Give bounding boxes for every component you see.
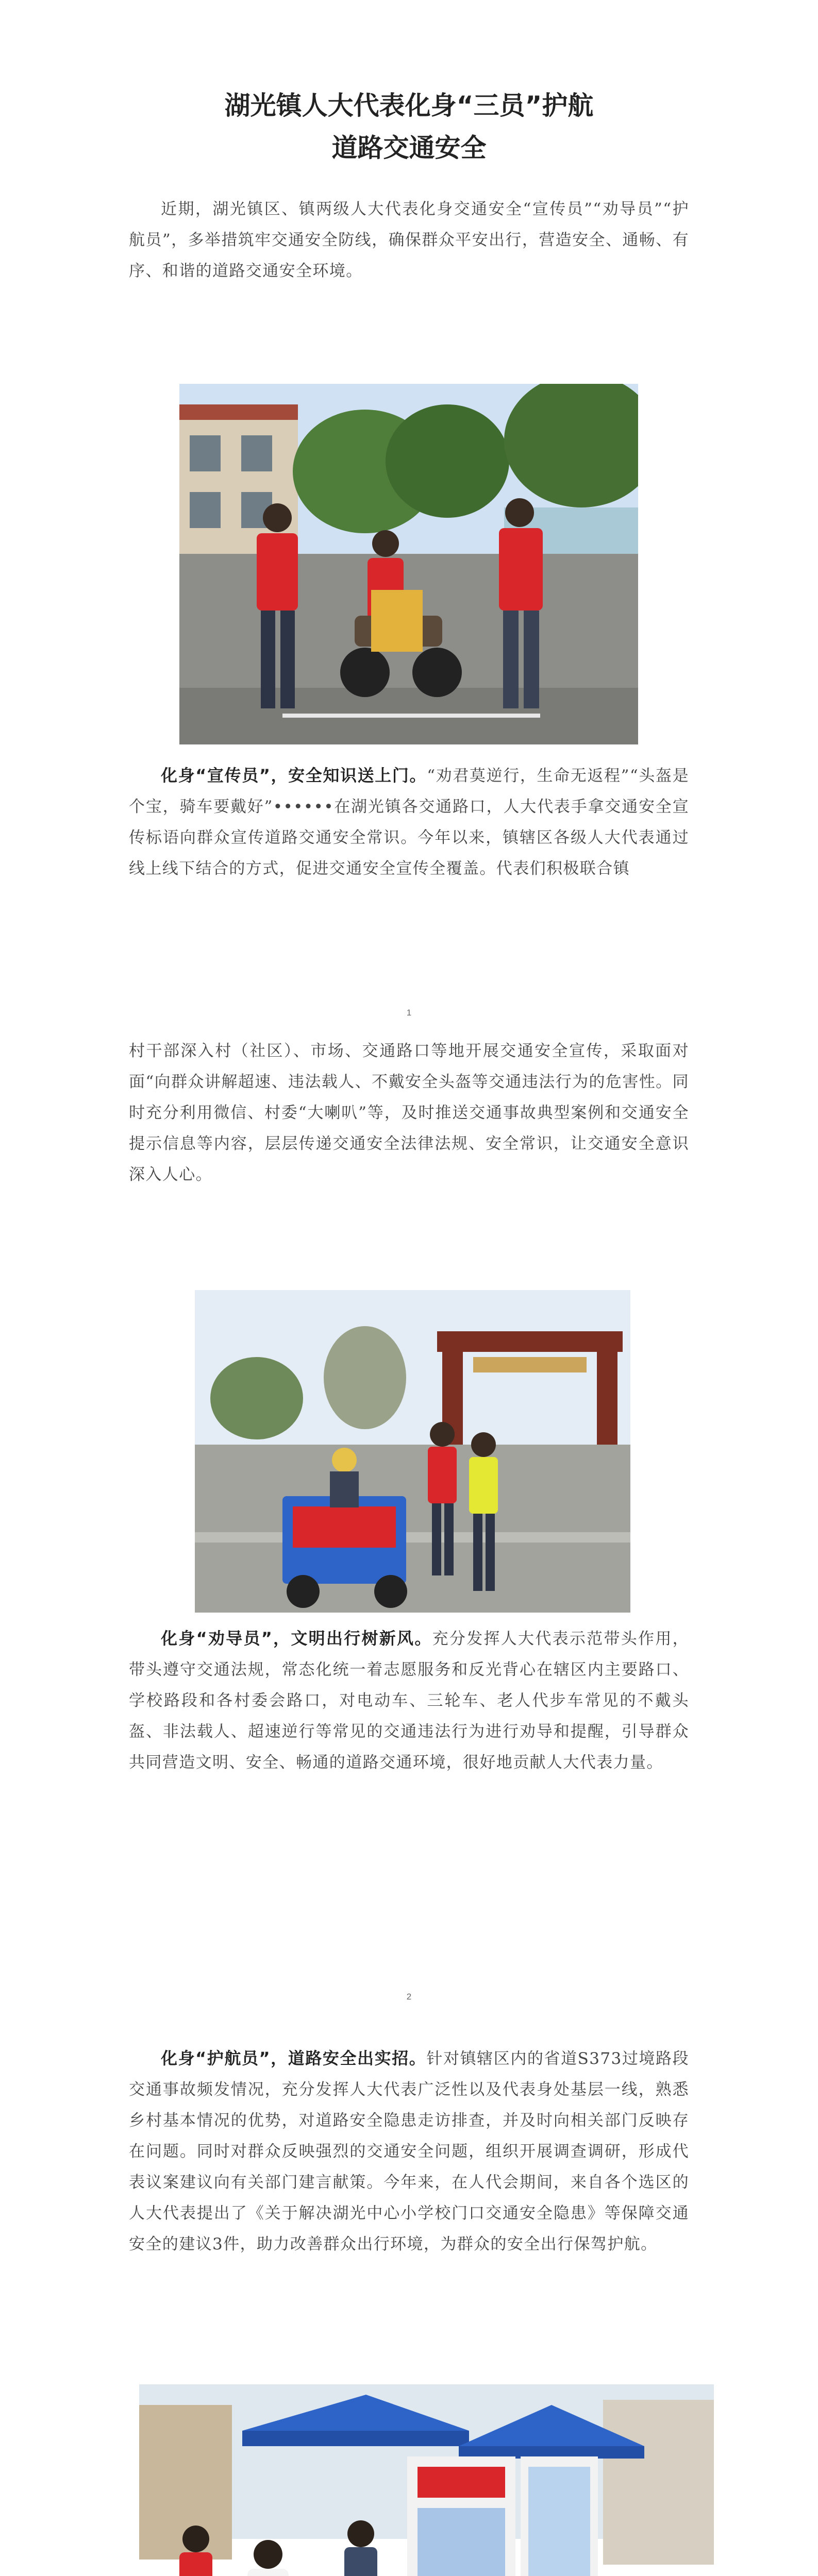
page-number-2: 2 <box>406 1992 412 2002</box>
article-title <box>129 84 689 169</box>
paragraph-persuasion <box>129 1623 689 1778</box>
paragraph-propaganda <box>129 760 689 884</box>
photo-propaganda-volunteers <box>179 384 638 744</box>
intro-paragraph: 近期，湖光镇区、镇两级人大代表化身交通安全“宣传员”“劝导员”“护航员”，多举措筑牢交通安全防线，确保群众平安出行，营造安全、通畅、有序、和谐的道路交通安全环境。 <box>129 200 689 280</box>
paragraph-escort-lead: 化身“护航员”，道路安全出实招。 <box>161 2048 427 2068</box>
title-line-1: 湖光镇人大代表化身“三员”护航 <box>224 90 594 121</box>
paragraph-persuasion-lead: 化身“劝导员”，文明出行树新风。 <box>161 1629 432 1648</box>
photo-persuasion-volunteers <box>195 1290 630 1613</box>
page-number-1: 1 <box>406 1008 412 1018</box>
paragraph-propaganda-lead: 化身“宣传员”，安全知识送上门。 <box>161 766 427 785</box>
paragraph-escort-body: 针对镇辖区内的省道S373过境路段交通事故频发情况，充分发挥人大代表广泛性以及代表身处基层一线，熟悉乡村基本情况的优势，对道路安全隐患走访排查，并及时向相关部门反映存在问题。同时对群众反映强烈的交通安全问题，组织开展调查调研，形成代表议案建议向有关部门建言献策。今年来，在人代会期间，来自各个选区的人大代表提出了《关于解决湖光中心小学校门口交通安全隐患》等保障交通安全的建议3件，助力改善群众出行环境，为群众的安全出行保驾护航。 <box>129 2049 689 2253</box>
paragraph-escort <box>129 2043 689 2260</box>
paragraph-persuasion-body: 充分发挥人大代表示范带头作用，带头遵守交通法规，常态化统一着志愿服务和反光背心在辖区内主要路口、学校路段和各村委会路口，对电动车、三轮车、老人代步车常见的不戴头盔、非法载人、超速逆行等常见的交通违法行为进行劝导和提醒，引导群众共同营造文明、安全、畅通的道路交通环境，很好地贡献人大代表力量。 <box>129 1630 690 1772</box>
paragraph-propaganda-continued: 村干部深入村（社区）、市场、交通路口等地开展交通安全宣传，采取面对面“向群众讲解超速、违法载人、不戴安全头盔等交通违法行为的危害性。同时充分利用微信、村委“大喇叭”等，及时推送交通事故典型案例和交通安全提示信息等内容，层层传递交通安全法律法规、安全常识，让交通安全意识深入人心。 <box>129 1042 689 1184</box>
title-line-2: 道路交通安全 <box>331 132 487 163</box>
paragraph-propaganda-body: “劝君莫逆行，生命无返程”“头盔是个宝，骑车要戴好”••••••在湖光镇各交通路口，人大代表手拿交通安全宣传标语向群众宣传道路交通安全常识。今年以来，镇辖区各级人大代表通过线上线下结合的方式，促进交通安全宣传全覆盖。代表们积极联合镇 <box>129 767 690 878</box>
photo-outreach-booth <box>139 2384 714 2576</box>
